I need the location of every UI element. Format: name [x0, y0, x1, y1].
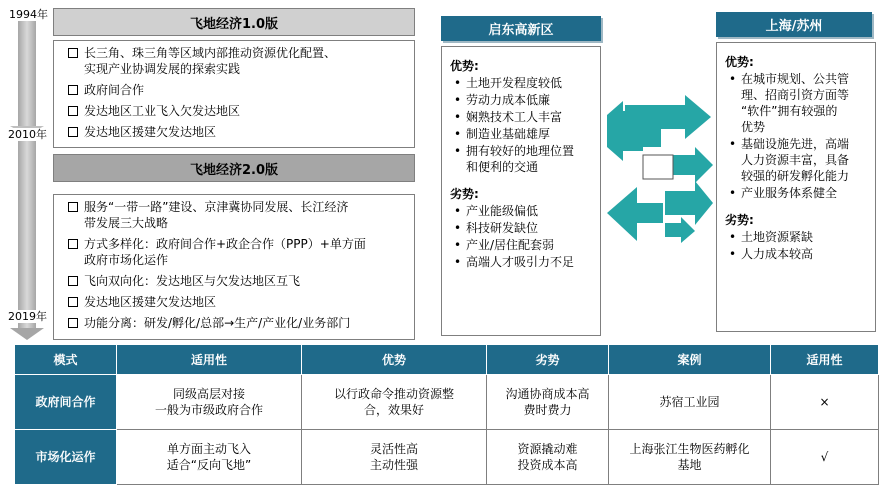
- shanghai-advantages-list: [725, 71, 867, 201]
- mode-comparison-table: [14, 344, 879, 485]
- qidong-card: [441, 46, 601, 336]
- center-document: [643, 155, 673, 179]
- version-1-item: 发达地区援建欠发达地区: [68, 124, 408, 140]
- qidong-disadvantages-list: [450, 203, 592, 270]
- qidong-title: 启东高新区: [441, 16, 601, 41]
- arrow-bottom-right: [665, 181, 713, 225]
- arrow-center-right: [673, 147, 713, 183]
- header-case: 案例: [609, 345, 771, 375]
- version-2-title: 飞地经济2.0版: [189, 162, 279, 178]
- version-1-item: 发达地区工业飞入欠发达地区: [68, 103, 408, 119]
- list-item: • 产业/居住配套弱: [450, 237, 592, 253]
- list-item: • 在城市规划、公共管 理、招商引资方面等 “软件”拥有较强的 优势: [725, 71, 867, 135]
- shanghai-disadvantages-label: 劣势:: [725, 213, 754, 227]
- table-cell: 苏宿工业园: [609, 375, 771, 430]
- version-2-body: [53, 194, 415, 340]
- table-cell: 单方面主动飞入 适合“反向飞地”: [117, 430, 302, 485]
- version-1-header: [53, 8, 415, 36]
- list-item: • 科技研发缺位: [450, 220, 592, 236]
- row-mode-label: 市场化运作: [15, 430, 117, 485]
- table-header-row: [15, 345, 879, 375]
- version-2-item: 飞向双向化：发达地区与欠发达地区互飞: [68, 273, 408, 289]
- header-advantage: 优势: [302, 345, 487, 375]
- year-label-1994: 1994年: [9, 8, 48, 21]
- shanghai-advantages-label: 优势:: [725, 55, 754, 69]
- version-1-list: [68, 45, 408, 140]
- version-1-item: 长三角、珠三角等区域内部推动资源优化配置、 实现产业协调发展的探索实践: [68, 45, 408, 77]
- header-applicability-2: 适用性: [771, 345, 879, 375]
- table-cell: √: [771, 430, 879, 485]
- table-cell: ×: [771, 375, 879, 430]
- list-item: • 娴熟技术工人丰富: [450, 109, 592, 125]
- exchange-arrows: [603, 95, 715, 243]
- timeline-arrow: [10, 328, 44, 340]
- table-cell: 资源撬动难 投资成本高: [487, 430, 609, 485]
- table-cell: 灵活性高 主动性强: [302, 430, 487, 485]
- list-item: • 制造业基础雄厚: [450, 126, 592, 142]
- list-item: • 高端人才吸引力不足: [450, 254, 592, 270]
- qidong-advantages-list: [450, 75, 592, 175]
- list-item: • 人力成本较高: [725, 246, 867, 262]
- year-label-2019: 2019年: [8, 310, 47, 323]
- version-2-item: 方式多样化：政府间合作+政企合作（PPP）+单方面 政府市场化运作: [68, 236, 408, 268]
- qidong-disadvantages-label: 劣势:: [450, 187, 479, 201]
- list-item: • 土地开发程度较低: [450, 75, 592, 91]
- version-2-header: [53, 154, 415, 182]
- arrow-bottom-left: [607, 187, 663, 241]
- shanghai-disadvantages-list: [725, 229, 867, 262]
- version-2-item: 服务“一带一路”建设、京津冀协同发展、长江经济 带发展三大战略: [68, 199, 408, 231]
- arrow-bottom-small: [665, 217, 695, 243]
- year-label-2010: 2010年: [8, 128, 47, 141]
- list-item: • 拥有较好的地理位置 和便利的交通: [450, 143, 592, 175]
- list-item: • 产业服务体系健全: [725, 185, 867, 201]
- table-cell: 同级高层对接 一般为市级政府合作: [117, 375, 302, 430]
- version-1-body: [53, 40, 415, 148]
- version-1-title: 飞地经济1.0版: [189, 16, 279, 32]
- shanghai-title: 上海/苏州: [716, 12, 872, 37]
- shanghai-card: [716, 42, 876, 332]
- version-2-item: 发达地区援建欠发达地区: [68, 294, 408, 310]
- header-applicability: 适用性: [117, 345, 302, 375]
- version-1-item: 政府间合作: [68, 82, 408, 98]
- list-item: • 基础设施先进，高端 人力资源丰富，具备 较强的研发孵化能力: [725, 136, 867, 184]
- qidong-advantages-label: 优势:: [450, 59, 479, 73]
- version-2-item: 功能分离：研发/孵化/总部→生产/产业化/业务部门: [68, 315, 408, 331]
- table-cell: 沟通协商成本高 费时费力: [487, 375, 609, 430]
- header-mode: 模式: [15, 345, 117, 375]
- header-disadvantage: 劣势: [487, 345, 609, 375]
- table-cell: 以行政命令推动资源整 合，效果好: [302, 375, 487, 430]
- list-item: • 产业能级偏低: [450, 203, 592, 219]
- list-item: • 劳动力成本低廉: [450, 92, 592, 108]
- table-row: [15, 375, 879, 430]
- table-row: [15, 430, 879, 485]
- list-item: • 土地资源紧缺: [725, 229, 867, 245]
- row-mode-label: 政府间合作: [15, 375, 117, 430]
- table-cell: 上海张江生物医药孵化 基地: [609, 430, 771, 485]
- version-2-list: [68, 199, 408, 331]
- timeline-bar: [18, 14, 36, 332]
